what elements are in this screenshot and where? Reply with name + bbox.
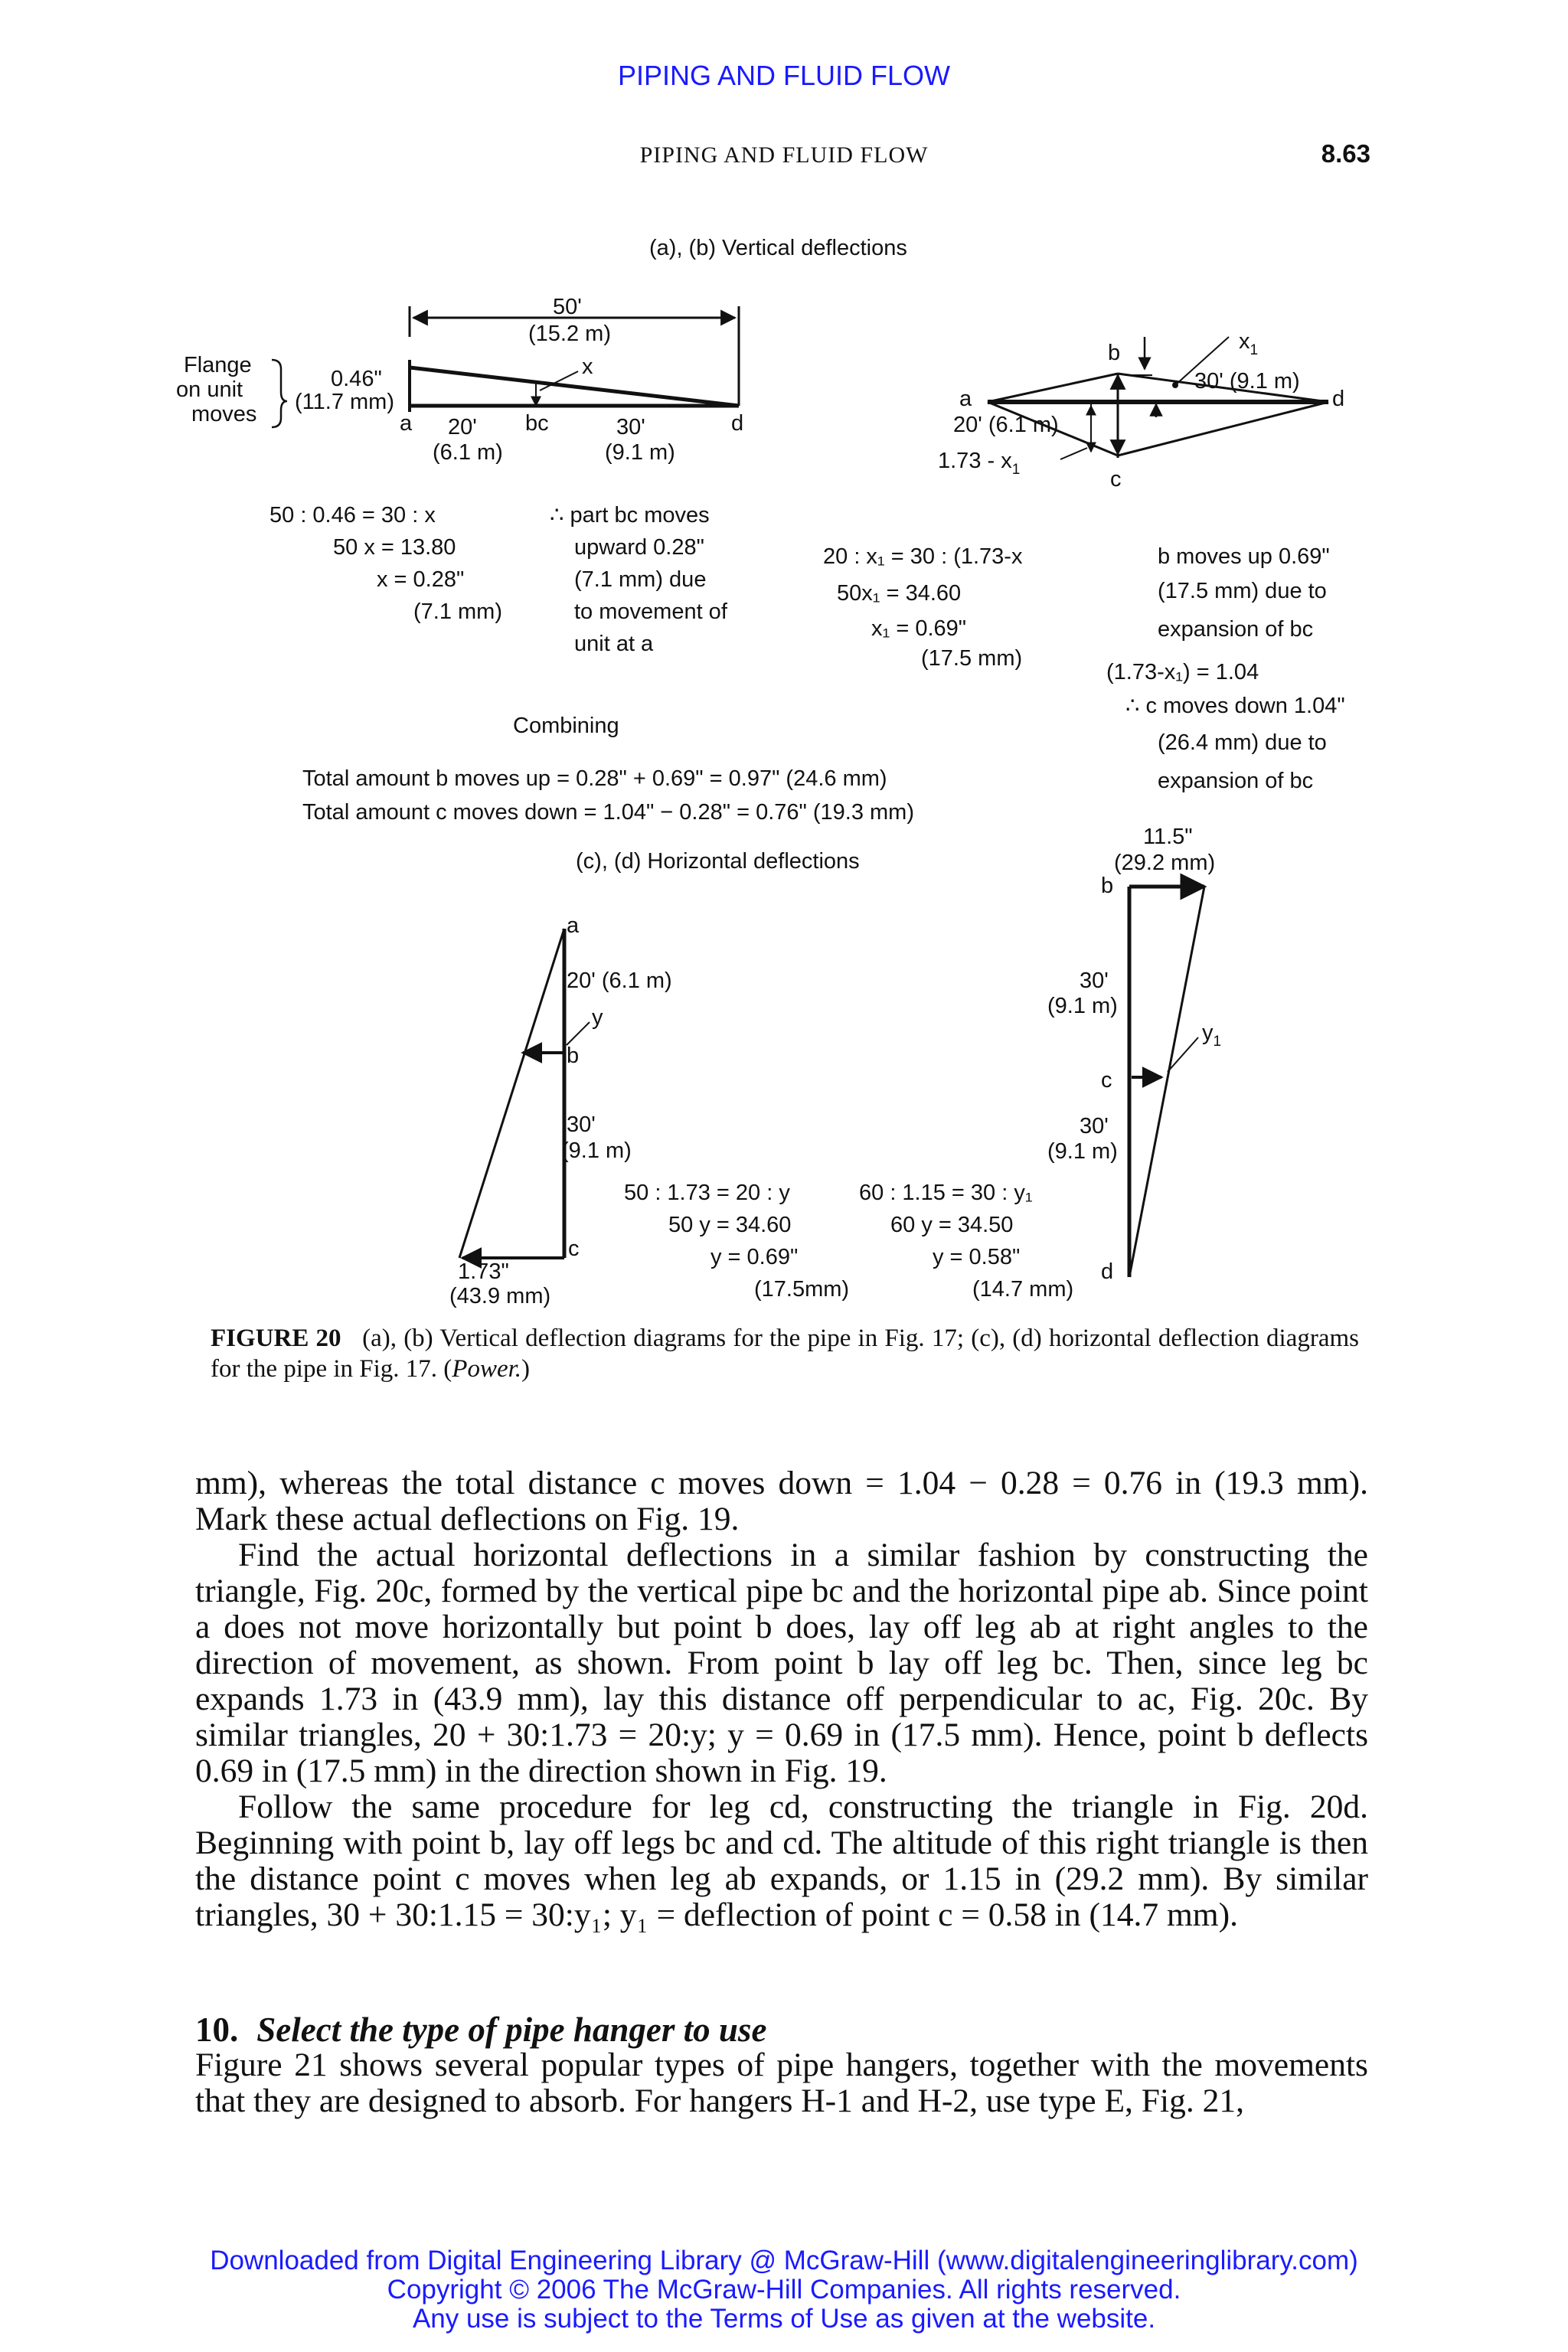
seg2-metric-label: (9.1 m) bbox=[605, 440, 675, 465]
body-text-2 bbox=[195, 2047, 1368, 2119]
combining-label: Combining bbox=[513, 714, 619, 738]
x-label: x bbox=[582, 354, 593, 379]
d-top-label: 11.5" bbox=[1143, 825, 1193, 849]
b-point-a-label: a bbox=[959, 387, 972, 411]
d-lower-seg-label: 30' bbox=[1080, 1114, 1109, 1138]
title-horizontal-deflections: (c), (d) Horizontal deflections bbox=[576, 849, 860, 874]
b-x1-label: $x_1$ bbox=[1239, 329, 1259, 358]
figure-label: FIGURE 20 bbox=[211, 1325, 341, 1352]
calc-d-line3: y = 0.58" bbox=[933, 1245, 1021, 1269]
seg1-metric-label: (6.1 m) bbox=[433, 440, 503, 465]
calc-b-line3: x₁ = 0.69" bbox=[871, 616, 967, 641]
note-a-line5: unit at a bbox=[574, 632, 654, 656]
footer bbox=[0, 2246, 1568, 2334]
b-left-seg-label: 20' (6.1 m) bbox=[953, 413, 1059, 437]
c-base-label: 1.73" bbox=[458, 1259, 509, 1284]
note-b-line4: (1.73-x₁) = 1.04 bbox=[1106, 660, 1259, 684]
section-title: Select the type of pipe hanger to use bbox=[256, 2011, 767, 2049]
top-banner: PIPING AND FLUID FLOW bbox=[617, 60, 951, 91]
c-y-label: y bbox=[592, 1005, 603, 1030]
calc-c-line3: y = 0.69" bbox=[710, 1245, 799, 1269]
rise-label: 0.46" bbox=[331, 367, 382, 391]
section-number: 10. bbox=[195, 2011, 239, 2049]
caption-close: ) bbox=[521, 1355, 531, 1383]
c-point-b-label: b bbox=[567, 1044, 580, 1068]
b-point-b-label: b bbox=[1108, 341, 1121, 365]
title-vertical-deflections: (a), (b) Vertical deflections bbox=[649, 236, 907, 260]
flange-label-line2: on unit bbox=[176, 377, 243, 402]
calc-a-line3: x = 0.28" bbox=[377, 567, 465, 592]
calc-a-line1: 50 : 0.46 = 30 : x bbox=[270, 503, 436, 528]
caption-text: (a), (b) Vertical deflection diagrams for the pipe in Fig. 17; (c), (d) horizontal deflection diagrams for the pipe in Fig. 17. ( bbox=[211, 1325, 1360, 1383]
b-point-c-label: c bbox=[1110, 467, 1122, 492]
figure-caption bbox=[211, 1323, 1359, 1384]
note-a bbox=[550, 503, 728, 656]
flange-label-line1: Flange bbox=[184, 353, 252, 377]
c-point-a-label: a bbox=[567, 913, 580, 938]
d-top-metric-label: (29.2 mm) bbox=[1114, 851, 1216, 875]
paragraph-1: mm), whereas the total distance c moves down = 1.04 − 0.28 = 0.76 in (19.3 mm). Mark these actual deflections on Fig. 19. bbox=[195, 1465, 1368, 1537]
rise-metric-label: (11.7 mm) bbox=[295, 390, 394, 414]
calc-b-line4: (17.5 mm) bbox=[921, 646, 1023, 671]
calc-c bbox=[624, 1181, 849, 1302]
note-a-line2: upward 0.28" bbox=[574, 535, 704, 560]
note-b-line3: expansion of bc bbox=[1158, 617, 1314, 642]
calc-b-line2: 50x₁ = 34.60 bbox=[837, 581, 962, 606]
flange-label-line3: moves bbox=[191, 402, 257, 426]
calc-d-line2: 60 y = 34.50 bbox=[890, 1213, 1014, 1237]
total-b-line: Total amount b moves up = 0.28" + 0.69" = 0.97" (24.6 mm) bbox=[302, 766, 887, 791]
note-b-line6: (26.4 mm) due to bbox=[1158, 730, 1327, 755]
seg1-label: 20' bbox=[448, 415, 477, 439]
calc-c-line2: 50 y = 34.60 bbox=[668, 1213, 792, 1237]
span-label: 50' bbox=[553, 295, 582, 319]
calc-c-line4: (17.5mm) bbox=[754, 1277, 850, 1302]
footer-line-2: Copyright © 2006 The McGraw-Hill Companies. All rights reserved. bbox=[387, 2275, 1181, 2305]
diagram-b bbox=[938, 329, 1344, 492]
note-a-line4: to movement of bbox=[574, 599, 727, 624]
note-a-line1: ∴ part bc moves bbox=[550, 503, 710, 528]
c-upper-seg-label: 20' (6.1 m) bbox=[567, 969, 672, 993]
note-a-line3: (7.1 mm) due bbox=[574, 567, 707, 592]
point-d-label: d bbox=[731, 411, 744, 436]
d-upper-seg-label: 30' bbox=[1080, 969, 1109, 993]
diagram-d bbox=[1047, 825, 1221, 1284]
diagram-a bbox=[176, 295, 743, 465]
diagram-c bbox=[449, 913, 672, 1308]
calc-a-line4: (7.1 mm) bbox=[413, 599, 502, 624]
note-b bbox=[1106, 544, 1345, 793]
point-bc-label: bc bbox=[525, 411, 549, 436]
calc-c-line1: 50 : 1.73 = 20 : y bbox=[624, 1181, 790, 1205]
note-b-line1: b moves up 0.69" bbox=[1158, 544, 1330, 569]
calc-b bbox=[823, 544, 1023, 671]
footer-line-1[interactable]: Downloaded from Digital Engineering Library @ McGraw-Hill (www.digitalengineeringlibrary.com) bbox=[210, 2246, 1358, 2275]
b-right-seg-label: 30' (9.1 m) bbox=[1194, 369, 1300, 394]
c-base-metric-label: (43.9 mm) bbox=[449, 1284, 551, 1308]
caption-source: Power. bbox=[452, 1355, 522, 1383]
seg2-label: 30' bbox=[616, 415, 645, 439]
paragraph-2: Find the actual horizontal deflections in a similar fashion by constructing the triangle, Fig. 20c, formed by the vertical pipe bc and the horizontal pipe ab. Since point a does not move horizontally but point b does, lay off leg ab at right angles to the direction of movement, as shown. From point b lay off leg bc. Then, since leg bc expands 1.73 in (43.9 mm), lay this distance off perpendicular to ac, Fig. 20c. By similar triangles, 20 + 30:1.73 = 20:y; y = 0.69 in (17.5 mm). Hence, point b deflects 0.69 in (17.5 mm) in the direction shown in Fig. 19. bbox=[195, 1537, 1368, 1789]
note-b-line7: expansion of bc bbox=[1158, 769, 1314, 793]
b-point-d-label: d bbox=[1332, 387, 1345, 411]
calc-d-line1: 60 : 1.15 = 30 : y₁ bbox=[859, 1181, 1033, 1205]
paragraph-3: Follow the same procedure for leg cd, constructing the triangle in Fig. 20d. Beginning with point b, lay off legs bc and cd. The altitude of this right triangle is then the distance point c moves when leg ab expands, or 1.15 in (29.2 mm). By similar triangles, 30 + 30:1.15 = 30:y₁; y₁ = deflection of point c = 0.58 in (14.7 mm). bbox=[195, 1788, 1368, 1933]
d-point-c-label: c bbox=[1101, 1068, 1112, 1093]
point-a-label: a bbox=[400, 411, 413, 436]
note-b-line2: (17.5 mm) due to bbox=[1158, 579, 1327, 603]
calc-b-line1: 20 : x₁ = 30 : (1.73-x bbox=[823, 544, 1023, 569]
calc-a-line2: 50 x = 13.80 bbox=[333, 535, 456, 560]
note-b-line5: ∴ c moves down 1.04" bbox=[1125, 694, 1345, 718]
body-text bbox=[195, 1465, 1368, 1933]
running-head: PIPING AND FLUID FLOW bbox=[639, 142, 929, 168]
paragraph-4: Figure 21 shows several popular types of pipe hangers, together with the movements that they are designed to absorb. For hangers H-1 and H-2, use type E, Fig. 21, bbox=[195, 2047, 1368, 2119]
calc-d bbox=[859, 1181, 1073, 1302]
section-heading bbox=[195, 2010, 766, 2050]
calc-a bbox=[270, 503, 502, 624]
page-number: 8.63 bbox=[1321, 139, 1370, 168]
c-lower-seg-label: 30' bbox=[567, 1112, 596, 1137]
d-y1-label: $y_1$ bbox=[1202, 1021, 1222, 1050]
c-lower-seg-metric-label: (9.1 m) bbox=[561, 1138, 632, 1163]
span-metric-label: (15.2 m) bbox=[528, 322, 611, 346]
d-upper-seg-metric-label: (9.1 m) bbox=[1047, 994, 1118, 1018]
footer-line-3: Any use is subject to the Terms of Use as given at the website. bbox=[412, 2304, 1156, 2334]
c-point-c-label: c bbox=[568, 1236, 580, 1261]
calc-d-line4: (14.7 mm) bbox=[972, 1277, 1074, 1302]
b-left-drop-label: $1.73 - x_1$ bbox=[938, 449, 1021, 478]
d-lower-seg-metric-label: (9.1 m) bbox=[1047, 1139, 1118, 1164]
d-point-b-label: b bbox=[1101, 874, 1114, 898]
d-point-d-label: d bbox=[1101, 1259, 1114, 1284]
total-c-line: Total amount c moves down = 1.04" − 0.28" = 0.76" (19.3 mm) bbox=[302, 800, 915, 825]
